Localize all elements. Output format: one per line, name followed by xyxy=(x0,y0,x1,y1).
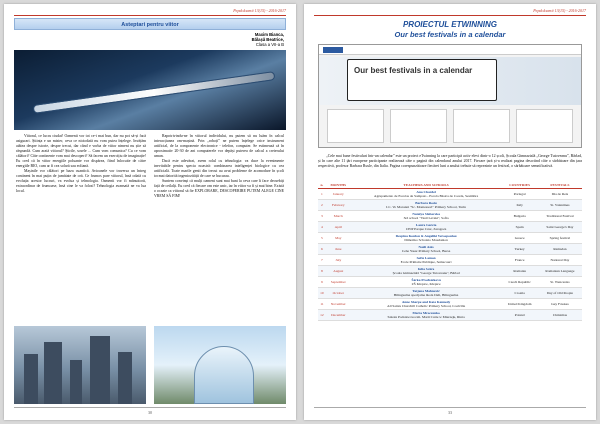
row-number: 11 xyxy=(320,302,324,307)
table-row xyxy=(318,277,582,288)
teacher-name: Nazli Anis xyxy=(418,245,434,249)
paragraph: Viitorul, ce lucru ciudat! Oamenii vor tot ce-i mai bun, dar nu pot să-și facă asigurari. Știința e un mister, ceva ce niciodată nu vom putea înțelege. Invățăm atâtea despre istorie, despre trecut, dar când e vorba de viitor nimeni nu știe să răspundă. Cum arată viitorul? Știrile, sosele ... Cum vom comunica? Cu ce vom călători? Câte continente vom mai descoperi? Să facem un exercițiu de imaginație! Eu cred că în viitor energiile poluante vor dispărea, fiind înlocuite de către energiile BIO, cum ar fi cea solară sau eoliană. xyxy=(16,134,146,168)
left-page xyxy=(4,4,296,420)
author-line: Bălașă Beatrice, xyxy=(251,37,284,42)
row-number: 1 xyxy=(321,192,323,197)
festival-cell: Romanian Language xyxy=(545,269,575,274)
festival-cell: National Day xyxy=(550,258,570,263)
paragraph: „Cele mai bune festivaluri într-un calendar” este un proiect eTwinning la care participă activ elevi dintr-o 12 școli, Școala Gimnazială „George Tutoveanu”, Bârlad, și în care alte 11 țări europene participante realizează câte o pagină din calendarul anului 2017. Fiecare țară și-a realizat pagina descriind câte o sărbătoare din țara respectivă, profesor Barbara Rusle, din Italia. Pagina corespunzătoare fiecărei luni a anului trebuie să reprezinte un festival, o sărbătoare semnificativă. xyxy=(318,154,582,168)
teacher-name: Šárka Procházková xyxy=(411,278,441,282)
row-number: 6 xyxy=(321,247,323,252)
row-number: 7 xyxy=(321,258,323,263)
teacher-name: Sofie Lamon xyxy=(416,256,436,260)
country-cell: Croatia xyxy=(514,291,525,296)
school-name: Agrupamento de Escolas de Sampaio - Escola Básica de Cacela, Sesimbra xyxy=(374,194,479,199)
paragraph: Mașinile vor călători pe baza cuantică. Avioanele vor traversa un întreg continent în mai puțin de jumătate de oră. Ce frumos pare viitorul, însă odată cu evoluția acestor lucruri, va evolua și tehnologia. Oamenii vor fi mânuitorii, extraordinar de frumoase, însă cine le va folosi? Tehnologia avansată ne va lua locul. xyxy=(16,169,146,193)
country-cell: France xyxy=(514,258,525,263)
table-row xyxy=(318,255,582,266)
table-row xyxy=(318,299,582,310)
running-header: Pepdoloamii 13(15) - 2016-2017 xyxy=(533,8,586,13)
row-number: 4 xyxy=(321,225,323,230)
festival-cell: Ramadan xyxy=(553,247,567,252)
teacher-name: Iulia Scăra xyxy=(417,267,435,271)
running-header: Pepdoloamii 13(15) - 2016-2017 xyxy=(233,8,286,13)
month-cell: August xyxy=(333,269,344,274)
festival-cell: Spring festival xyxy=(549,236,571,241)
right-page xyxy=(304,4,596,420)
teacher-name: Barbara Rosle xyxy=(415,201,437,205)
paragraph: Dacă este adevărat, avem rolul cu tehnologia: va duce la evenimente inevitabile pentru specia noastră: combinarea inteligenței biologice cu cea artificială. Toate marile genii din trecut au avut probleme de acomodare în școli tocmai datorită ingeniozității de care se bucurau. xyxy=(154,159,284,178)
month-cell: September xyxy=(330,280,346,285)
teacher-name: Laura Garcia xyxy=(415,223,437,227)
table-row xyxy=(318,233,582,244)
festival-table xyxy=(318,182,582,321)
paragraph: Suntem convinși că mulți oameni sunt mai buni la ceva care îi face deosebiți față de ceilalți. Eu cred că fiecare om este unic, iar în viitor va fi și mai bine. Există o ocazie ca viitorul să fie EXPLORARE, DESCOPERIRE PUTEM ALEGE CINE VREM SĂ FIM! xyxy=(154,179,284,198)
eco-dome-image xyxy=(154,326,286,404)
row-number: 2 xyxy=(321,203,323,208)
school-name: ZŠ Křepice, Křepice xyxy=(411,282,441,287)
festival-cell: Dia de Reis xyxy=(551,192,569,197)
teacher-name: Tatjana Mahnović xyxy=(412,289,440,293)
teacher-name: Anne Sharpe and Kate Kennedy xyxy=(401,300,451,304)
website-screenshot xyxy=(318,44,582,148)
month-cell: April xyxy=(334,225,342,230)
table-row xyxy=(318,211,582,222)
country-cell: Portugal xyxy=(513,192,526,197)
page-subtitle: Our best festivals in a calendar xyxy=(394,30,506,39)
teacher-name: Natalya Slaborska xyxy=(412,212,440,216)
table-row xyxy=(318,200,582,211)
month-cell: May xyxy=(335,236,342,241)
author-line: Maxim Bianca, xyxy=(254,32,284,37)
festival-cell: Traditional Festival xyxy=(546,214,574,219)
table-header: FESTIVALS xyxy=(538,182,582,189)
row-number: 3 xyxy=(321,214,323,219)
school-name: Bilingualna specijalna škola Deli, Bilingualna xyxy=(393,293,459,298)
table-header: MONTHS xyxy=(326,182,351,189)
festival-cell: Christmas xyxy=(552,313,568,318)
month-cell: January xyxy=(332,192,344,197)
page-number: 33 xyxy=(314,407,586,416)
country-cell: Italy xyxy=(516,203,523,208)
school-name: Szkoła Podstawowa im. Marii Curie w Mierzeju, Rinta xyxy=(387,315,465,320)
country-cell: Turkey xyxy=(514,247,525,252)
teacher-name: Marta Mroczenko xyxy=(412,311,440,315)
festival-cell: Guy Fawkes xyxy=(551,302,569,307)
teacher-name: Ana Chardel xyxy=(416,190,436,194)
month-cell: November xyxy=(330,302,346,307)
etwinning-logo xyxy=(323,47,343,53)
table-header: n. xyxy=(318,182,326,189)
future-city-image xyxy=(14,326,146,404)
country-cell: Spain xyxy=(515,225,524,230)
article-text xyxy=(16,134,284,324)
country-cell: Bulgaria xyxy=(513,214,526,219)
page-number: 30 xyxy=(14,407,286,416)
school-name: Cebe Yasar Primary School, Bursa xyxy=(401,249,451,254)
table-header: TEACHERS AND SCHOOLS xyxy=(351,182,502,189)
article-banner: Asteptari pentru viitor xyxy=(14,18,286,30)
school-name: Ecole Primaire Publique, Semecourt xyxy=(400,260,452,265)
page-title: PROIECTUL ETWINNING xyxy=(402,20,498,29)
festival-cell: St. Valentines xyxy=(550,203,570,208)
school-name: I.C. Vo Maronni "Sc. Montessori" Primary School, Turin xyxy=(386,205,466,210)
festival-cell: St. Wenceslas xyxy=(550,280,570,285)
month-cell: July xyxy=(335,258,342,263)
intro-text xyxy=(318,154,582,169)
country-cell: Romania xyxy=(513,269,526,274)
school-name: 3rd school "Vasil Levski", Sofia xyxy=(403,216,449,221)
laptop-screen-text: Our best festivals in a calendar xyxy=(347,59,497,101)
school-name: Dimotiko Scholeio Moudanion xyxy=(404,238,448,243)
country-cell: Greece xyxy=(514,236,525,241)
festival-cell: Saint George's Day xyxy=(546,225,574,230)
paragraph: Rapotrivindu-ne în viitorul individului, nu putem să nu luăm în calcul interacțiunea om-mașină. Prin „roboți” ne putem înțelege orice instrument artificial, de la componente electronice - telefon, computer. Se estimează că în aproximativ 20-30 de ani computerele vor depăși puterea de calcul a creierului uman. xyxy=(154,134,284,158)
school-name: CEIP Parque Cruz, Zaragoza xyxy=(405,227,447,232)
country-cell: Poland xyxy=(514,313,525,318)
school-name: Școala Gimnazială "George Tutoveanu", Bârlad xyxy=(392,271,460,276)
header-rule xyxy=(14,15,286,16)
row-number: 12 xyxy=(320,313,324,318)
country-cell: Czech Republic xyxy=(508,280,531,285)
month-cell: June xyxy=(335,247,342,252)
table-row xyxy=(318,310,582,321)
table-row xyxy=(318,244,582,255)
table-row xyxy=(318,266,582,277)
table-header: COUNTRIES xyxy=(501,182,537,189)
month-cell: March xyxy=(333,214,343,219)
table-row xyxy=(318,222,582,233)
school-name: All Saints Churchill Catholic Primary School, Coalville xyxy=(387,304,466,309)
month-cell: February xyxy=(331,203,345,208)
row-number: 5 xyxy=(321,236,323,241)
row-number: 8 xyxy=(321,269,323,274)
month-cell: December xyxy=(331,313,346,318)
table-row xyxy=(318,189,582,200)
futuristic-train-image xyxy=(14,50,286,130)
row-number: 9 xyxy=(321,280,323,285)
teacher-name: Despina Koufou & Angeliki Versopoulou xyxy=(395,234,457,238)
row-number: 10 xyxy=(320,291,324,296)
class-line: Clasa a VII-a B xyxy=(255,42,284,47)
header-rule xyxy=(314,15,586,16)
festival-cell: Day of Old People xyxy=(546,291,573,296)
country-cell: United Kingdom xyxy=(507,302,532,307)
author-block xyxy=(252,32,284,47)
month-cell: October xyxy=(332,291,344,296)
table-row xyxy=(318,288,582,299)
